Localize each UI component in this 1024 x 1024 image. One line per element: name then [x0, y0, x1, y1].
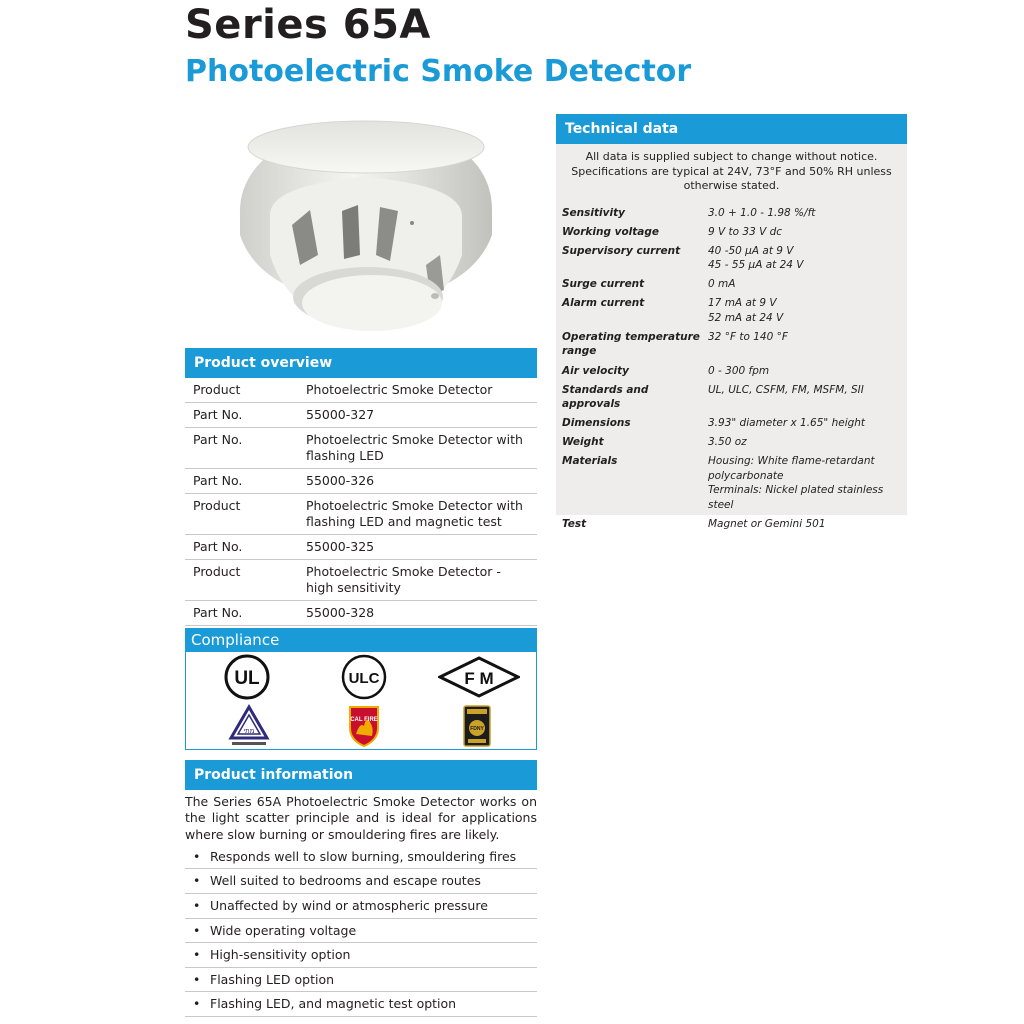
list-item: [185, 894, 537, 919]
overview-row: [185, 601, 537, 626]
spec-row: [556, 296, 907, 325]
technical-data-note: All data is supplied subject to change without notice. Specifications are typical at 24V, 73°F and 50% RH unless otherwise stated.: [571, 150, 892, 192]
spec-value: 3.50 oz: [708, 436, 747, 449]
spec-row: [556, 454, 907, 512]
feature-text: Flashing LED option: [210, 971, 335, 987]
overview-label: Part No.: [193, 432, 243, 447]
spec-row: [556, 517, 907, 532]
overview-row: [185, 560, 537, 601]
spec-row: [556, 383, 907, 412]
overview-row: [185, 535, 537, 560]
spec-label: Operating temperature range: [562, 330, 700, 358]
spec-value: Housing: White flame-retardant polycarbonate Terminals: Nickel plated stainless steel: [708, 455, 884, 511]
spec-label: Working voltage: [562, 225, 660, 238]
bullet-icon: •: [193, 996, 201, 1012]
spec-label: Weight: [562, 436, 604, 449]
ul-logo: [224, 654, 270, 700]
technical-data-panel: [556, 144, 907, 531]
overview-value: 55000-325: [306, 539, 375, 554]
overview-value: 55000-326: [306, 473, 375, 488]
spec-row: [556, 244, 907, 273]
product-information-heading: Product information: [185, 760, 537, 790]
page-title: Series 65A: [185, 2, 431, 48]
overview-value: Photoelectric Smoke Detector - high sensitivity: [306, 564, 501, 595]
spec-row: [556, 435, 907, 450]
spec-value: 40 -50 µA at 9 V 45 - 55 µA at 24 V: [708, 244, 804, 272]
spec-row: [556, 416, 907, 431]
overview-value: 55000-328: [306, 605, 375, 620]
smoke-detector-image: [230, 115, 500, 340]
overview-label: Part No.: [193, 605, 243, 620]
spec-row: [556, 206, 907, 221]
overview-label: Part No.: [193, 539, 243, 554]
bullet-icon: •: [193, 922, 201, 938]
spec-value: 32 °F to 140 °F: [708, 330, 788, 343]
cal-fire-logo-text: CAL FIRE: [350, 717, 378, 723]
badge-logo-text: FDNY: [470, 726, 484, 732]
list-item: [185, 869, 537, 894]
spec-value: 0 - 300 fpm: [708, 364, 770, 377]
bullet-icon: •: [193, 971, 201, 987]
technical-data-heading: Technical data: [556, 114, 907, 144]
spec-label: Dimensions: [562, 417, 631, 430]
spec-value: 3.0 + 1.0 - 1.98 %/ft: [708, 206, 816, 219]
list-item: [185, 992, 537, 1017]
bullet-icon: •: [193, 947, 201, 963]
technical-data-section: [556, 114, 907, 531]
overview-row: [185, 494, 537, 535]
ulc-logo-text: ULC: [348, 670, 380, 687]
feature-text: Well suited to bedrooms and escape routes: [210, 873, 481, 889]
overview-label: Part No.: [193, 473, 243, 488]
list-item: [185, 919, 537, 944]
spec-label: Materials: [562, 455, 618, 468]
product-description: The Series 65A Photoelectric Smoke Detector works on the light scatter principle and is ideal for applications where slow burning or smouldering fires are likely.: [185, 794, 537, 842]
feature-text: Responds well to slow burning, smouldering fires: [210, 848, 517, 864]
overview-row: [185, 403, 537, 428]
spec-label: Air velocity: [562, 364, 630, 377]
overview-value: Photoelectric Smoke Detector with flashing LED: [306, 432, 523, 463]
spec-value: UL, ULC, CSFM, FM, MSFM, SII: [708, 383, 864, 396]
spec-label: Alarm current: [562, 297, 645, 310]
spec-row: [556, 225, 907, 240]
overview-label: Product: [193, 382, 241, 397]
spec-label: Test: [562, 518, 587, 531]
spec-label: Supervisory current: [562, 244, 681, 257]
list-item: [185, 943, 537, 968]
spec-value: 9 V to 33 V dc: [708, 225, 783, 238]
fm-logo-text: F M: [464, 669, 494, 688]
bullet-icon: •: [193, 873, 201, 889]
compliance-heading: Compliance: [185, 628, 537, 652]
product-overview-section: [185, 348, 537, 626]
product-overview-heading: Product overview: [185, 348, 537, 378]
spec-value: 0 mA: [708, 278, 736, 291]
ulc-logo: [341, 654, 387, 700]
overview-value: 55000-327: [306, 407, 375, 422]
list-item: [185, 968, 537, 993]
overview-label: Product: [193, 564, 241, 579]
overview-value: Photoelectric Smoke Detector with flashing LED and magnetic test: [306, 498, 523, 529]
overview-label: Product: [193, 498, 241, 513]
product-information-section: [185, 760, 537, 1017]
bullet-icon: •: [193, 898, 201, 914]
overview-label: Part No.: [193, 407, 243, 422]
page-subtitle: Photoelectric Smoke Detector: [185, 54, 692, 89]
spec-value: 17 mA at 9 V 52 mA at 24 V: [708, 297, 784, 324]
feature-text: High-sensitivity option: [210, 947, 351, 963]
spec-row: [556, 277, 907, 292]
overview-value: Photoelectric Smoke Detector: [306, 382, 493, 397]
fm-approved-logo: [438, 656, 520, 698]
feature-text: Wide operating voltage: [210, 922, 357, 938]
ul-logo-text: UL: [234, 668, 260, 689]
spec-label: Sensitivity: [562, 206, 625, 219]
overview-row: [185, 428, 537, 469]
overview-row: [185, 469, 537, 494]
feature-list: [185, 845, 537, 1017]
feature-text: Flashing LED, and magnetic test option: [210, 996, 457, 1012]
spec-row: [556, 364, 907, 379]
spec-label: Standards and approvals: [562, 383, 649, 411]
spec-label: Surge current: [562, 278, 645, 291]
cal-fire-logo: [346, 704, 382, 748]
sii-logo: [228, 704, 270, 748]
fire-marshal-badge-logo: [462, 704, 492, 748]
spec-value: 3.93" diameter x 1.65" height: [708, 417, 866, 430]
overview-row: [185, 378, 537, 403]
compliance-section: [185, 628, 537, 750]
sii-logo-text: מתי: [243, 727, 255, 735]
bullet-icon: •: [193, 848, 201, 864]
spec-value: Magnet or Gemini 501: [708, 518, 826, 531]
compliance-logos: [185, 652, 537, 750]
feature-text: Unaffected by wind or atmospheric pressure: [210, 898, 488, 914]
spec-row: [556, 330, 907, 359]
list-item: [185, 845, 537, 870]
